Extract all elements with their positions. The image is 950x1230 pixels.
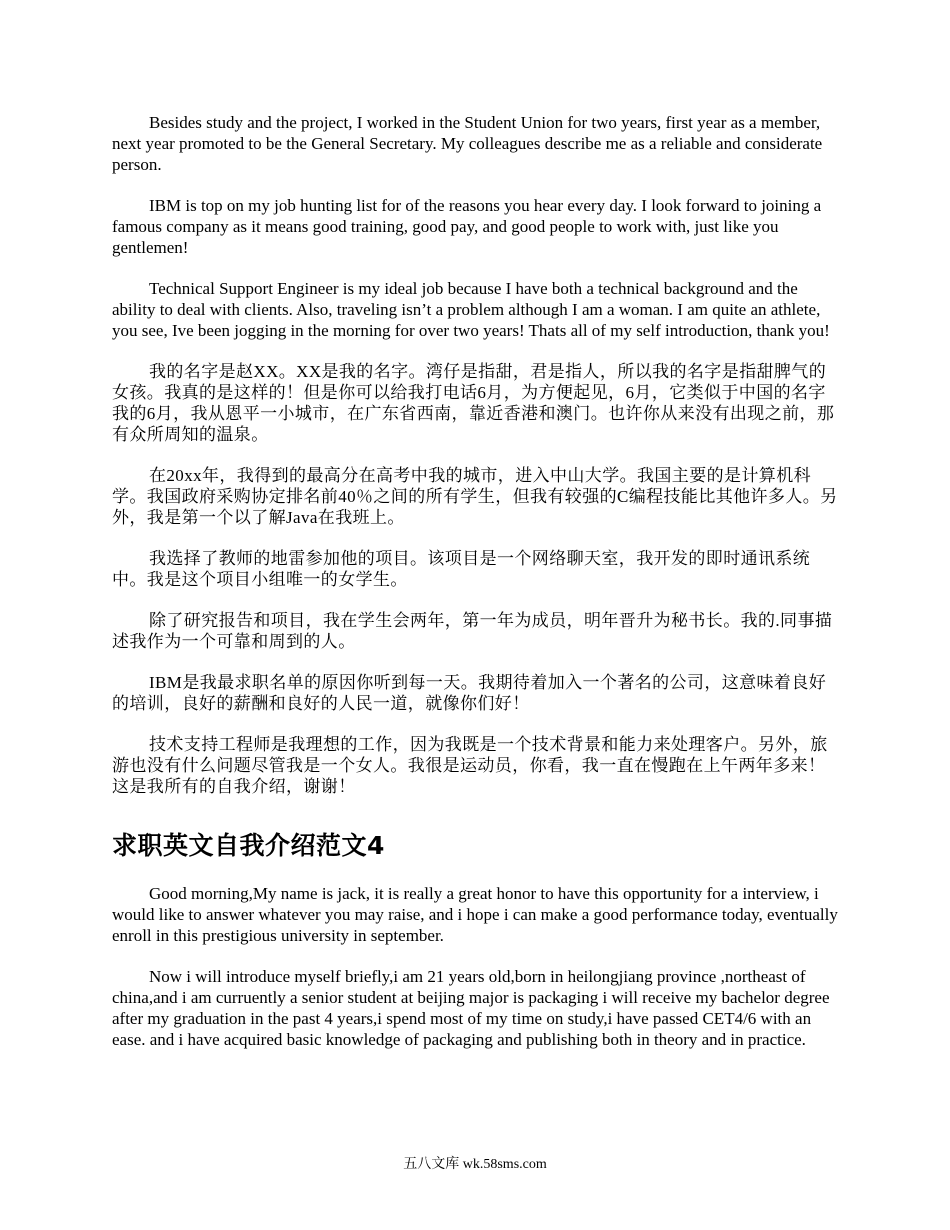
paragraph-zh-university: 在20xx年，我得到的最高分在高考中我的城市，进入中山大学。我国主要的是计算机科学。我国政府采购协定排名前40％之间的所有学生，但我有较强的C编程技能比其他许多人。另外，我是第一个以了解Java在我班上。 xyxy=(112,466,838,527)
paragraph-introduce-briefly: Now i will introduce myself briefly,i am 21 years old,born in heilongjiang province ,northeast of china,and i am curruently a senior student at beijing major is packaging i will receive my bachelor degree after my graduation in the past 4 years,i spend most of my time on study,i have passed CET4/6 with an ease. and i have acquired basic knowledge of packaging and publishing both in theory and in practice. xyxy=(112,967,830,1049)
paragraph-good-morning: Good morning,My name is jack, it is really a great honor to have this opportunity for a interview, i would like to answer whatever you may raise, and i hope i can make a good performance today, eventually enroll in this prestigious university in september. xyxy=(112,884,838,945)
document-body xyxy=(112,112,840,1070)
paragraph-zh-project: 我选择了教师的地雷参加他的项目。该项目是一个网络聊天室，我开发的即时通讯系统中。我是这个项目小组唯一的女学生。 xyxy=(112,549,811,589)
paragraph-zh-name: 我的名字是赵XX。XX是我的名字。湾仔是指甜，君是指人，所以我的名字是指甜脾气的女孩。我真的是这样的！但是你可以给我打电话6月，为方便起见，6月，它类似于中国的名字我的6月，我从恩平一小城市，在广东省西南，靠近香港和澳门。也许你从来没有出现之前，那有众所周知的温泉。 xyxy=(112,362,835,444)
section-heading: 求职英文自我介绍范文4 xyxy=(112,831,385,860)
page-footer: 五八文库 wk.58sms.com xyxy=(403,1157,547,1172)
paragraph-technical-support: Technical Support Engineer is my ideal job because I have both a technical background and the ability to deal with clients. Also, traveling isn’t a problem although I am a woman. I am quite an athlete, you see, Ive been jogging in the morning for over two years! Thats all of my self introduction, thank you! xyxy=(112,279,830,340)
paragraph-student-union: Besides study and the project, I worked in the Student Union for two years, first year as a member, next year promoted to be the General Secretary. My colleagues describe me as a reliable and considerate person. xyxy=(112,113,823,174)
paragraph-zh-student-union: 除了研究报告和项目，我在学生会两年，第一年为成员，明年晋升为秘书长。我的.同事描述我作为一个可靠和周到的人。 xyxy=(112,611,833,651)
paragraph-zh-technical-support: 技术支持工程师是我理想的工作，因为我既是一个技术背景和能力来处理客户。另外，旅游也没有什么问题尽管我是一个女人。我很是运动员，你看，我一直在慢跑在上午两年多来！这是我所有的自我介绍，谢谢！ xyxy=(112,735,828,796)
paragraph-ibm-job-list: IBM is top on my job hunting list for of the reasons you hear every day. I look forward to joining a famous company as it means good training, good pay, and good people to work with, just like you gentlemen! xyxy=(112,196,822,257)
paragraph-zh-ibm: IBM是我最求职名单的原因你听到每一天。我期待着加入一个著名的公司，这意味着良好的培训，良好的薪酬和良好的人民一道，就像你们好！ xyxy=(112,673,827,713)
